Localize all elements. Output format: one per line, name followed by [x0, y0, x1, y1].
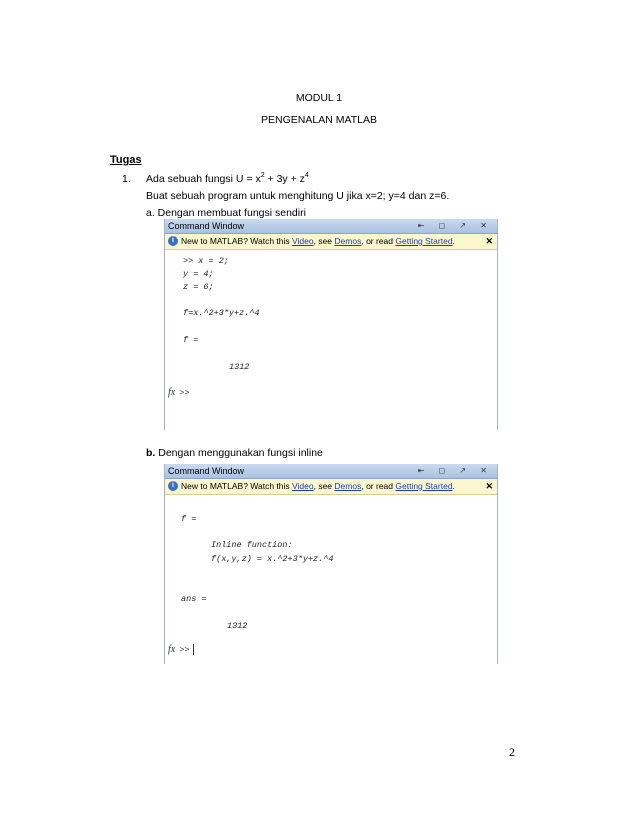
- command-window-2[interactable]: [164, 464, 498, 664]
- sub-question-b: b. Dengan menggunakan fungsi inline: [146, 447, 323, 459]
- close-icon[interactable]: ✕: [485, 481, 493, 491]
- info-icon: i: [168, 481, 178, 491]
- video-link[interactable]: Video: [292, 481, 314, 491]
- getting-started-link[interactable]: Getting Started: [395, 481, 453, 491]
- code-line: >> x = 2;: [183, 256, 229, 266]
- info-icon: i: [168, 236, 178, 246]
- module-title: MODUL 1: [295, 92, 343, 104]
- code-line: ans =: [181, 594, 207, 604]
- close-icon[interactable]: ✕: [485, 236, 493, 246]
- window-controls-icon[interactable]: ⇤ ◻ ↗ ✕: [417, 221, 493, 230]
- code-line: f =: [183, 335, 199, 345]
- video-link[interactable]: Video: [292, 236, 314, 246]
- question-function: Ada sebuah fungsi $U = x^2 + 3y + z^4$: [146, 172, 309, 185]
- demos-link[interactable]: Demos: [334, 481, 362, 491]
- code-line: f(x,y,z) = x.^2+3*y+z.^4: [211, 554, 334, 564]
- window-controls-icon[interactable]: ⇤ ◻ ↗ ✕: [417, 466, 493, 475]
- command-window-titlebar: Command Window ⇤ ◻ ↗ ✕: [165, 464, 497, 479]
- sub-question-a: a. Dengan membuat fungsi sendiri: [146, 207, 306, 219]
- question-task: Buat sebuah program untuk menghitung U jika x=2; y=4 dan z=6.: [146, 190, 450, 202]
- code-line: Inline function:: [211, 540, 293, 550]
- code-line: f =: [181, 514, 197, 524]
- command-window-1[interactable]: [164, 219, 498, 430]
- text-cursor: [193, 644, 194, 655]
- result-value: 1312: [229, 362, 250, 372]
- page-number: 2: [509, 745, 515, 759]
- question-number: 1.: [122, 173, 131, 185]
- command-prompt[interactable]: fx >>: [168, 387, 190, 398]
- getting-started-link[interactable]: Getting Started: [395, 236, 453, 246]
- module-subtitle: PENGENALAN MATLAB: [261, 114, 377, 126]
- command-window-titlebar: Command Window ⇤ ◻ ↗ ✕: [165, 219, 497, 234]
- result-value: 1312: [227, 621, 248, 631]
- command-prompt[interactable]: fx >>: [168, 644, 194, 655]
- code-line: z = 6;: [183, 282, 214, 292]
- section-heading: Tugas: [110, 154, 142, 166]
- code-line: y = 4;: [183, 269, 214, 279]
- info-bar: i New to MATLAB? Watch this Video, see Demos, or read Getting Started. ✕: [165, 479, 497, 495]
- fx-icon: fx: [168, 387, 176, 398]
- code-line: f=x.^2+3*y+z.^4: [183, 308, 260, 318]
- info-bar: i New to MATLAB? Watch this Video, see Demos, or read Getting Started. ✕: [165, 234, 497, 250]
- fx-icon: fx: [168, 644, 176, 655]
- demos-link[interactable]: Demos: [334, 236, 362, 246]
